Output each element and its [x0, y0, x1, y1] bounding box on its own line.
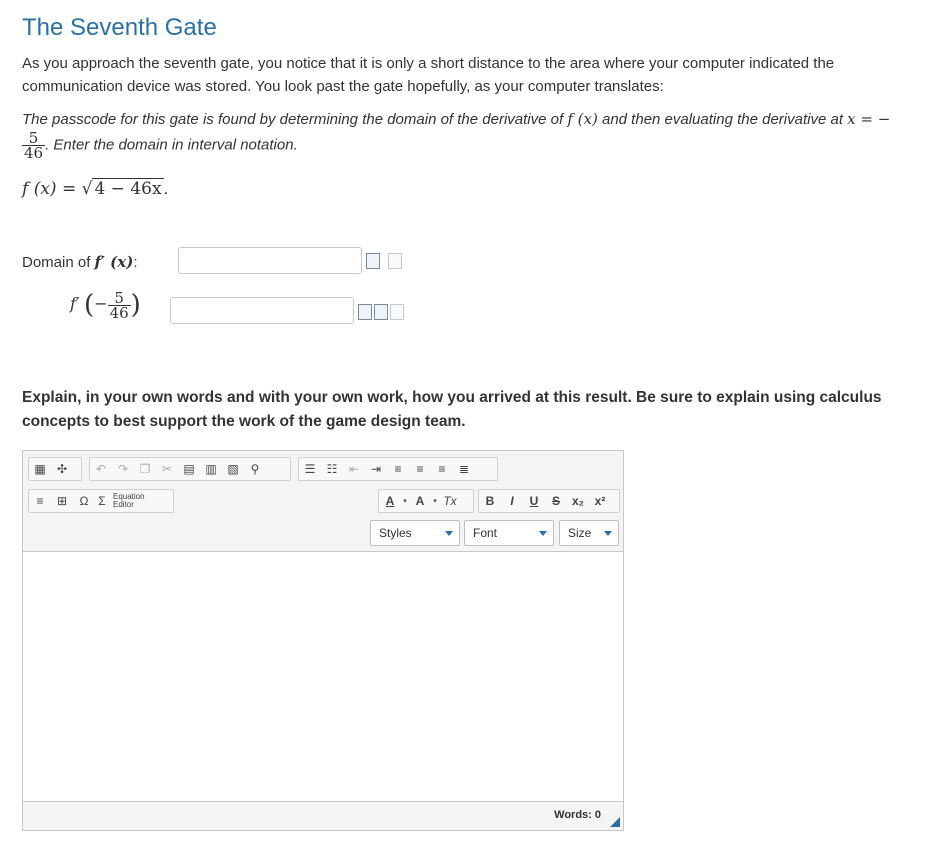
problem-text-mid: and then evaluating the derivative at	[601, 111, 843, 128]
eval-input[interactable]	[170, 297, 354, 324]
horizontal-line-icon[interactable]: ≡	[36, 494, 44, 508]
editor-footer	[23, 801, 623, 830]
rich-text-editor	[22, 450, 624, 831]
bg-color-button[interactable]: A	[415, 494, 425, 508]
paste-word-icon[interactable]: ▧	[227, 462, 239, 476]
chevron-down-icon	[539, 531, 547, 536]
source-icon[interactable]: ▦	[34, 462, 46, 476]
subscript-button[interactable]: x₂	[571, 494, 584, 508]
problem-statement	[22, 108, 892, 160]
sigma-icon[interactable]	[374, 304, 388, 320]
problem-x: x = −	[847, 110, 891, 128]
remove-format-button[interactable]: Tx	[443, 494, 457, 508]
styles-dropdown[interactable]: Styles	[370, 520, 460, 546]
word-count: Words: 0	[554, 809, 601, 821]
help-doc-icon[interactable]	[390, 304, 404, 320]
size-dropdown[interactable]: Size	[559, 520, 619, 546]
problem-text-pre: The passcode for this gate is found by determining the domain of the derivative of	[22, 111, 564, 128]
explain-prompt: Explain, in your own words and with your own work, how you arrived at this result. Be sure to explain using calculus concepts to best support the work of the game design team.	[22, 389, 882, 430]
resize-handle[interactable]	[610, 817, 620, 827]
eval-fraction: $\frac{5}{46}$	[109, 288, 129, 322]
underline-button[interactable]: U	[529, 494, 539, 508]
numbered-list-icon[interactable]: ☰	[304, 462, 316, 476]
editor-toolbar	[23, 451, 623, 552]
redo-icon[interactable]: ↷	[117, 462, 129, 476]
chevron-down-icon[interactable]: ▾	[433, 498, 437, 505]
chevron-down-icon	[604, 531, 612, 536]
indent-icon[interactable]: ⇥	[370, 462, 382, 476]
special-char-icon[interactable]: Ω	[79, 494, 89, 508]
problem-text-post: . Enter the domain in interval notation.	[45, 136, 298, 154]
align-right-icon[interactable]: ≡	[438, 462, 446, 476]
help-doc-icon[interactable]	[388, 253, 402, 269]
font-dropdown[interactable]: Font	[464, 520, 554, 546]
equation-editor-button[interactable]: Equation Editor	[113, 492, 145, 509]
intro-paragraph: As you approach the seventh gate, you notice that it is only a short distance to the area where your computer indicated the communication device was stored. You look past the gate hopefully, as your computer translates:	[22, 55, 835, 95]
superscript-button[interactable]: x²	[594, 494, 606, 508]
preview-icon[interactable]	[358, 304, 372, 320]
bulleted-list-icon[interactable]: ☷	[326, 462, 338, 476]
bold-button[interactable]: B	[485, 494, 495, 508]
chevron-down-icon	[445, 531, 453, 536]
find-icon[interactable]: ⚲	[250, 462, 260, 476]
paste-icon[interactable]: ▤	[183, 462, 195, 476]
domain-input[interactable]	[178, 247, 362, 274]
align-center-icon[interactable]: ≡	[416, 462, 424, 476]
undo-icon[interactable]: ↶	[95, 462, 107, 476]
chevron-down-icon[interactable]: ▾	[403, 498, 407, 505]
function-definition: f (x) = √ 4 − 46x .	[22, 179, 169, 199]
outdent-icon[interactable]: ⇤	[348, 462, 360, 476]
align-left-icon[interactable]: ≡	[394, 462, 402, 476]
maximize-icon[interactable]: ✣	[56, 462, 68, 476]
cut-icon[interactable]: ✂	[161, 462, 173, 476]
strike-button[interactable]: S	[551, 494, 560, 508]
problem-fx: f (x)	[567, 110, 598, 128]
editor-content-area[interactable]	[23, 552, 623, 802]
justify-icon[interactable]: ≣	[458, 462, 470, 476]
page-title: The Seventh Gate	[22, 14, 217, 41]
domain-label: Domain of f′ (x):	[22, 253, 138, 271]
problem-fraction: $\frac{5}{46}$	[24, 129, 44, 162]
paste-text-icon[interactable]: ▥	[205, 462, 217, 476]
italic-button[interactable]: I	[510, 494, 514, 508]
text-color-button[interactable]: A	[385, 494, 395, 508]
table-icon[interactable]: ⊞	[56, 494, 68, 508]
preview-icon[interactable]	[366, 253, 380, 269]
copy-icon[interactable]: ❐	[139, 462, 151, 476]
sigma-icon[interactable]: Σ	[98, 494, 106, 508]
eval-label: f′ (− $\frac{5}{46}$ )	[70, 288, 141, 322]
